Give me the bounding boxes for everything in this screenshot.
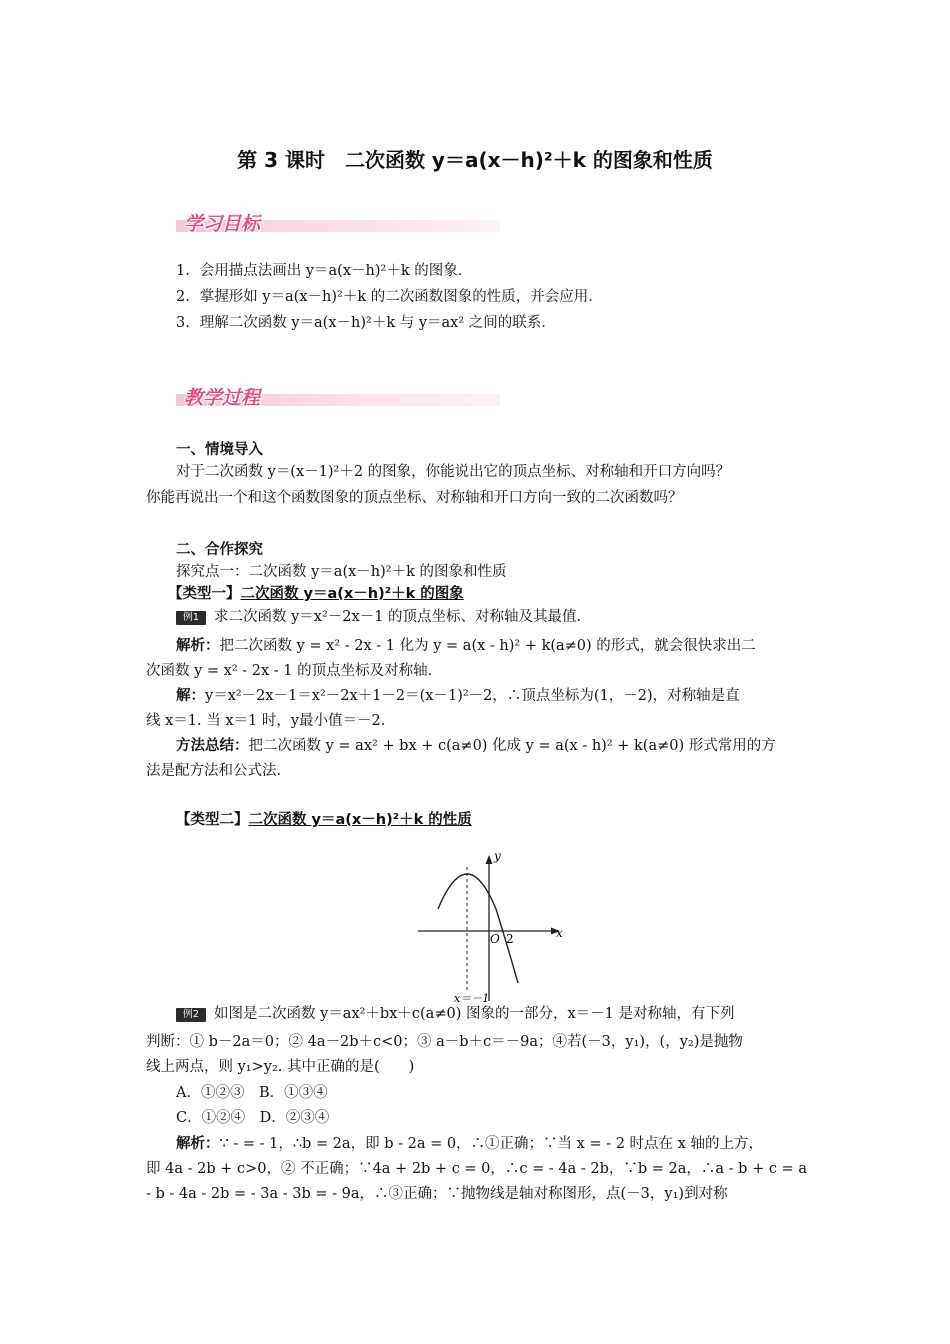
ex1-summary-line-1 <box>176 736 776 756</box>
type2-heading <box>176 810 472 830</box>
example-2-text: 如图是二次函数 y＝ax²＋bx＋c(a≠0) 图象的一部分，x＝－1 是对称轴，有下列 <box>214 1006 735 1022</box>
ex2-analysis-line-3: - b - 4a - 2b = - 3a - 3b = - 9a，∴③正确；∵抛物线是轴对称图形，点(－3，y₁)到对称 <box>146 1186 728 1202</box>
example-2-line-1 <box>176 1004 734 1024</box>
solution-label: 解： <box>176 688 205 704</box>
type1-title: 二次函数 y＝a(x－h)²＋k 的图象 <box>240 586 464 602</box>
example-1 <box>176 607 581 627</box>
goal-item-1: 1．会用描点法画出 y＝a(x－h)²＋k 的图象． <box>176 263 473 279</box>
analysis-label: 解析： <box>176 1136 220 1152</box>
page-title: 第 3 课时 二次函数 y＝a(x－h)²＋k 的图象和性质 <box>237 148 713 172</box>
ex1-summary-line-2: 法是配方法和公式法. <box>146 763 282 779</box>
options-line-2: C．①②④ D．②③④ <box>176 1110 330 1126</box>
analysis-label: 解析： <box>176 638 220 654</box>
parabola-graph <box>410 845 570 1005</box>
y-label: y <box>494 849 501 863</box>
analysis-text: ∵ - = - 1，∴b = 2a，即 b - 2a = 0，∴①正确；∵当 x = - 2 时点在 x 轴的上方， <box>219 1136 763 1152</box>
banner-label: 学习目标 <box>184 213 261 235</box>
heading-explore: 二、合作探究 <box>176 542 263 558</box>
type2-title: 二次函数 y＝a(x－h)²＋k 的性质 <box>248 812 472 828</box>
ex1-analysis-line-2: 次函数 y = x² - 2x - 1 的顶点坐标及对称轴. <box>146 663 433 679</box>
x-label: x <box>556 926 563 940</box>
heading-scenario: 一、情境导入 <box>176 442 263 458</box>
origin-label: O <box>490 932 500 946</box>
example-badge: 例1 <box>176 611 206 625</box>
goal-item-3: 3．理解二次函数 y＝a(x－h)²＋k 与 y＝ax² 之间的联系． <box>176 315 556 331</box>
symmetry-axis-label: x＝－1 <box>454 992 490 1005</box>
y-arrow-icon <box>486 855 493 864</box>
example-1-text: 求二次函数 y＝x²－2x－1 的顶点坐标、对称轴及其最值. <box>214 609 582 625</box>
type2-prefix: 【类型二】 <box>176 812 249 828</box>
goal-item-2: 2．掌握形如 y＝a(x－h)²＋k 的二次函数图象的性质，并会应用． <box>176 289 603 305</box>
ex2-analysis-line-2: 即 4a - 2b + c>0，② 不正确；∵4a + 2b + c = 0，∴c = - 4a - 2b，∵b = 2a，∴a - b + c = a <box>146 1161 807 1177</box>
analysis-text: 把二次函数 y = x² - 2x - 1 化为 y = a(x - h)² + k(a≠0) 的形式，就会很快求出二 <box>219 638 756 654</box>
scenario-line-2: 你能再说出一个和这个函数图象的顶点坐标、对称轴和开口方向一致的二次函数吗？ <box>146 490 683 506</box>
example-badge: 例2 <box>176 1008 206 1022</box>
section-banner-process <box>176 385 500 411</box>
banner-label: 教学过程 <box>184 387 261 409</box>
ex2-analysis-line-1 <box>176 1134 763 1154</box>
example-2-line-2: 判断：① b－2a＝0；② 4a－2b＋c<0；③ a－b＋c＝－9a；④若(－3，y₁)，(，y₂)是抛物 <box>146 1034 743 1050</box>
type1-prefix: 【类型一】 <box>168 586 241 602</box>
options-line-1: A．①②③ B．①③④ <box>176 1085 328 1101</box>
ex1-solution-line-1 <box>176 686 740 706</box>
ex1-solution-line-2: 线 x＝1. 当 x＝1 时，y最小值＝－2. <box>146 713 386 729</box>
summary-label: 方法总结： <box>176 738 249 754</box>
section-banner-goals <box>176 211 500 237</box>
example-2-line-3: 线上两点，则 y₁>y₂. 其中正确的是( ) <box>146 1059 415 1075</box>
ex1-analysis-line-1 <box>176 636 756 656</box>
solution-text: y＝x²－2x－1＝x²－2x＋1－2＝(x－1)²－2，∴顶点坐标为(1，－2)，对称轴是直 <box>205 688 740 704</box>
tick-label-2: 2 <box>506 932 514 946</box>
parabola-curve <box>438 874 518 983</box>
scenario-line-1: 对于二次函数 y＝(x－1)²＋2 的图象，你能说出它的顶点坐标、对称轴和开口方向吗？ <box>176 464 731 480</box>
type1-heading <box>168 584 464 604</box>
summary-text: 把二次函数 y = ax² + bx + c(a≠0) 化成 y = a(x - h)² + k(a≠0) 形式常用的方 <box>248 738 776 754</box>
explore-point-1: 探究点一：二次函数 y＝a(x－h)²＋k 的图象和性质 <box>176 564 507 580</box>
